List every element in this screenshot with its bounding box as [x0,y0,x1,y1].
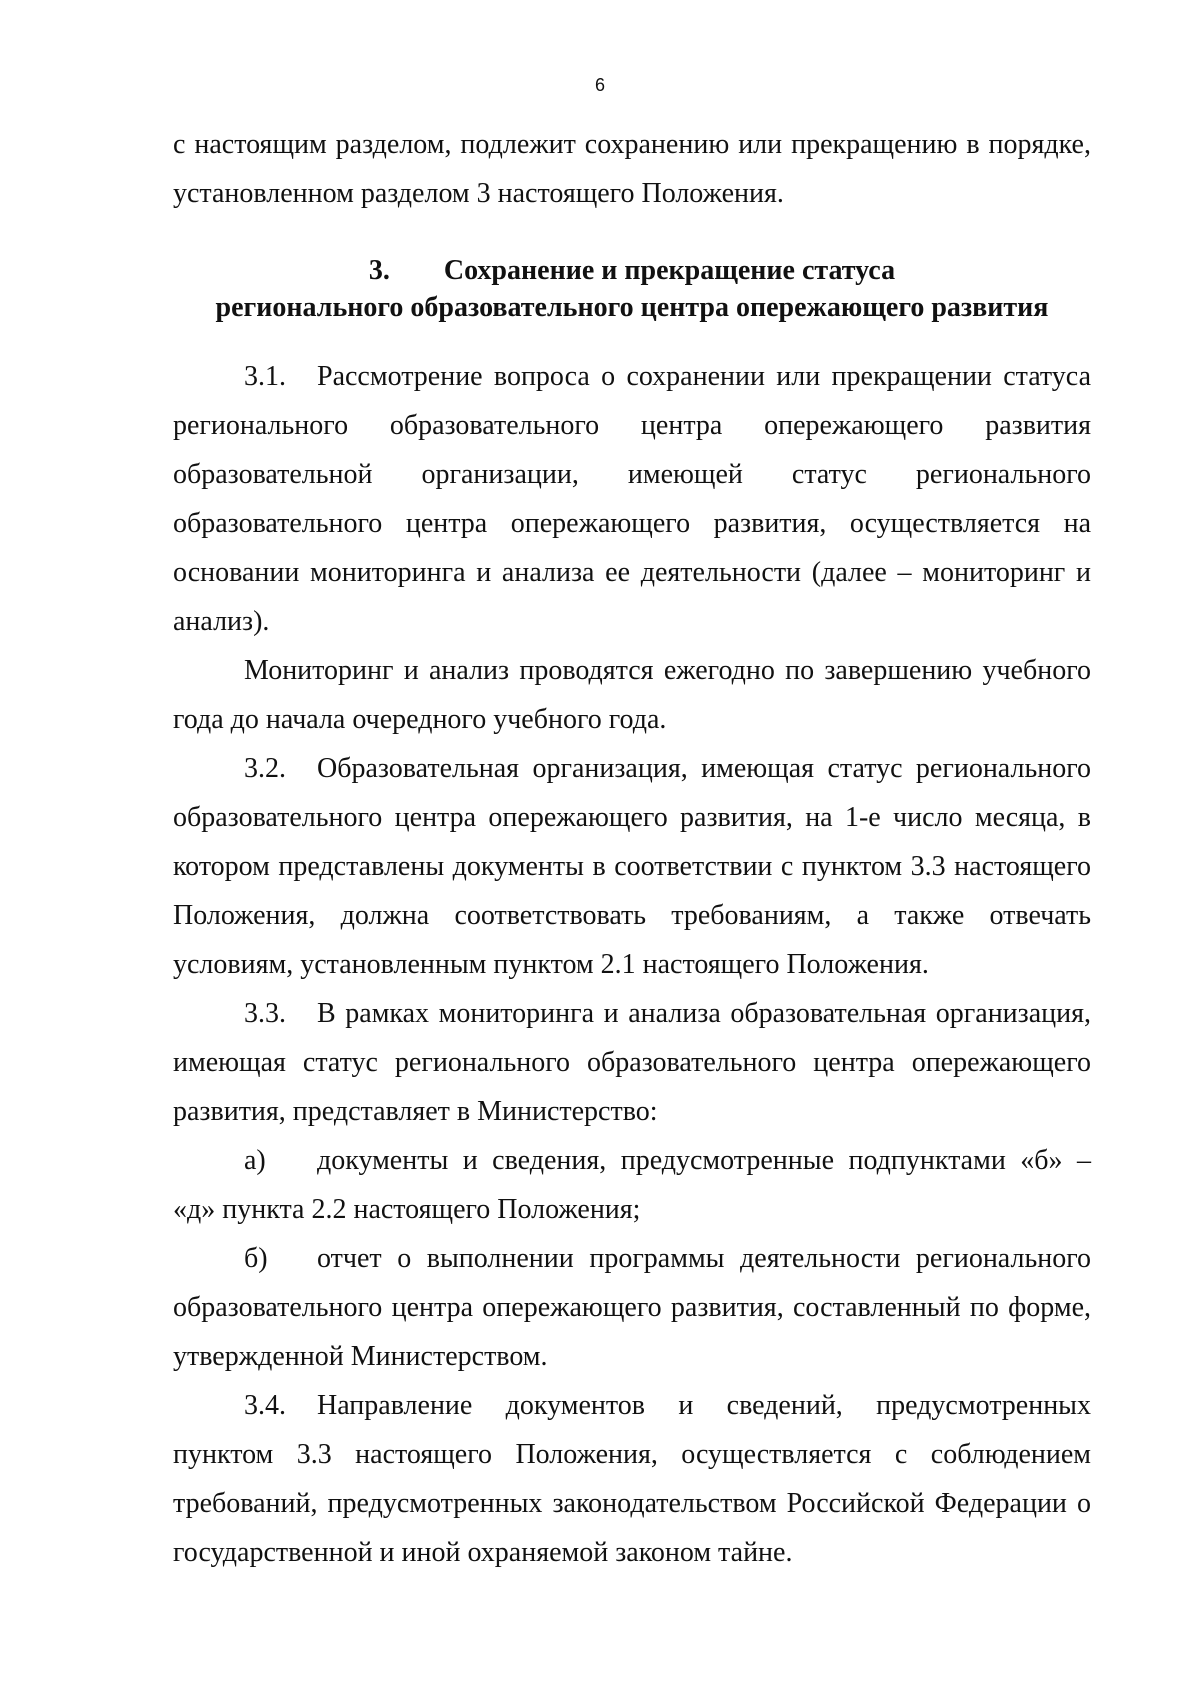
paragraph-text: Направление документов и сведений, предусмотренных пунктом 3.3 настоящего Положения, осуществляется с соблюдением требований, предусмотренных законодательством Российской Федерации о государственной и иной охраняемой законом тайне. [173,1390,1091,1568]
section-heading [173,252,1091,326]
paragraph-number: 3.2. [244,753,286,784]
subitem-letter: б) [244,1243,268,1274]
section-title-line-2: регионального образовательного центра опережающего развития [215,292,1049,323]
intro-line-2: установленном разделом 3 настоящего Положения. [173,178,784,209]
paragraph-3-3 [173,989,1091,1136]
page-number: 6 [594,75,605,95]
subitem-text: документы и сведения, предусмотренные подпунктами «б» – «д» пункта 2.2 настоящего Положения; [173,1145,1091,1225]
document-body [173,120,1091,1577]
paragraph-number: 3.4. [244,1390,286,1421]
paragraph-monitoring [173,646,1091,744]
paragraph-text: В рамках мониторинга и анализа образовательная организация, имеющая статус регионального образовательного центра опережающего развития, представляет в Министерство: [173,998,1091,1127]
section-heading-line-1 [173,252,1091,289]
subitem-b [173,1234,1091,1381]
section-number: 3. [368,255,390,286]
section-title-line-1: Сохранение и прекращение статуса [443,255,896,286]
subitem-a [173,1136,1091,1234]
paragraph-text: Образовательная организация, имеющая статус регионального образовательного центра опережающего развития, на 1-е число месяца, в котором представлены документы в соответствии с пунктом 3.3 настоящего Положения, должна соответствовать требованиям, а также отвечать условиям, установленным пунктом 2.1 настоящего Положения. [173,753,1091,980]
subitem-letter: а) [244,1145,266,1176]
paragraph-number: 3.3. [244,998,286,1029]
paragraph-3-2 [173,744,1091,989]
paragraph-number: 3.1. [244,361,286,392]
paragraph-3-1 [173,352,1091,646]
paragraph-text: Мониторинг и анализ проводятся ежегодно по завершению учебного года до начала очередного учебного года. [173,655,1091,735]
subitem-text: отчет о выполнении программы деятельности регионального образовательного центра опережающего развития, составленный по форме, утвержденной Министерством. [173,1243,1091,1372]
paragraph-3-4 [173,1381,1091,1577]
intro-line-1: с настоящим разделом, подлежит сохранению или прекращению в порядке, [173,129,1091,160]
paragraph-text: Рассмотрение вопроса о сохранении или прекращении статуса регионального образовательного центра опережающего развития образовательной организации, имеющей статус регионального образовательного центра опережающего развития, осуществляется на основании мониторинга и анализа ее деятельности (далее – мониторинг и анализ). [173,361,1091,637]
